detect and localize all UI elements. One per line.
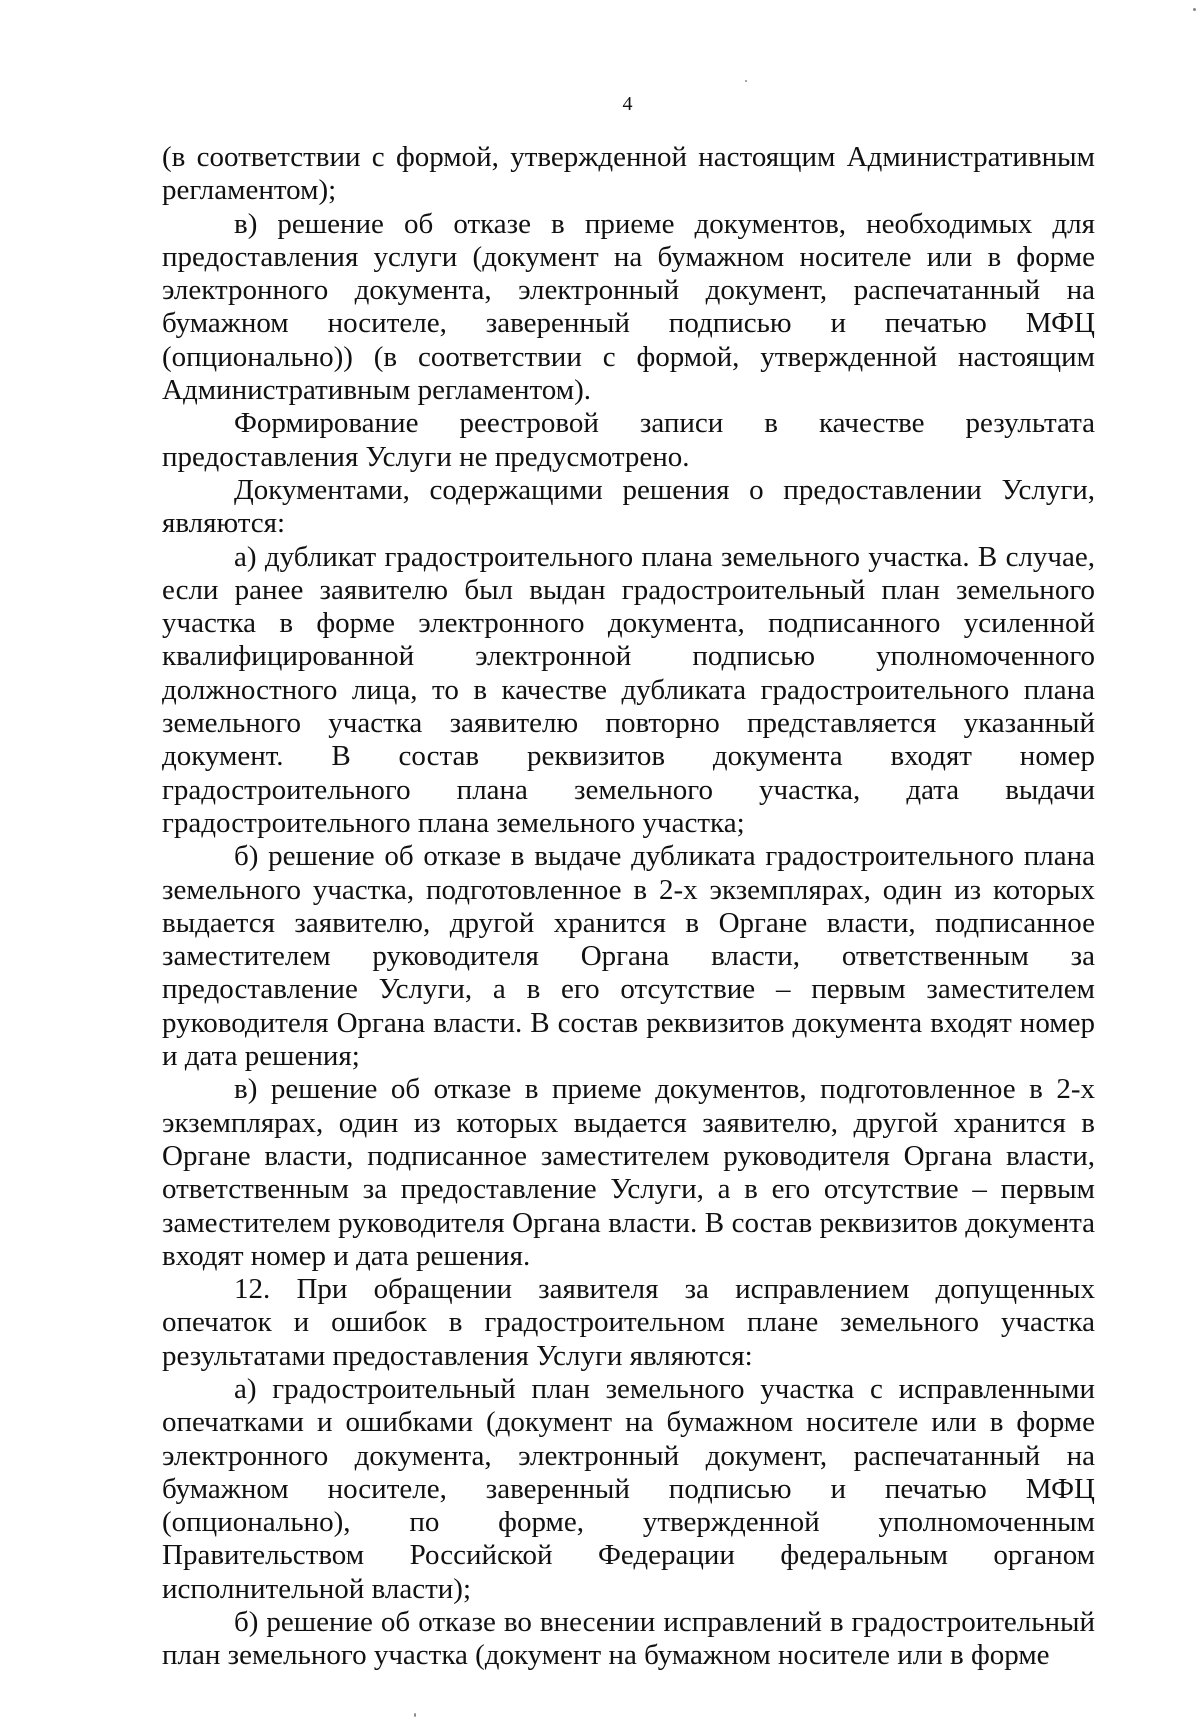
scan-speck: [414, 1713, 416, 1717]
paragraph-2: в) решение об отказе в приеме документов, необходимых для предоставления услуги (документ на бумажном носителе или в форме электронного документа, электронный документ, распечатанный на бумажном носителе, заверенный подписью и печатью МФЦ (опционально)) (в соответствии с формой, утвержденной настоящим Административным регламентом).: [162, 207, 1095, 407]
document-body: [162, 141, 1095, 1673]
paragraph-1: (в соответствии с формой, утвержденной настоящим Административным регламентом);: [162, 141, 1095, 207]
paragraph-3: Формирование реестровой записи в качестве результата предоставления Услуги не предусмотрено.: [162, 407, 1095, 473]
scan-speck: [745, 80, 747, 82]
paragraph-6: б) решение об отказе в выдаче дубликата градостроительного плана земельного участка, подготовленное в 2-х экземплярах, один из которых выдается заявителю, другой хранится в Органе власти, подписанное заместителем руководителя Органа власти, ответственным за предоставление Услуги, а в его отсутствие – первым заместителем руководителя Органа власти. В состав реквизитов документа входят номер и дата решения;: [162, 840, 1095, 1073]
page-number: 4: [622, 93, 633, 115]
paragraph-5: а) дубликат градостроительного плана земельного участка. В случае, если ранее заявителю был выдан градостроительный план земельного участка в форме электронного документа, подписанного усиленной квалифицированной электронной подписью уполномоченного должностного лица, то в качестве дубликата градостроительного плана земельного участка заявителю повторно представляется указанный документ. В состав реквизитов документа входят номер градостроительного плана земельного участка, дата выдачи градостроительного плана земельного участка;: [162, 540, 1095, 839]
paragraph-8: 12. При обращении заявителя за исправлением допущенных опечаток и ошибок в градостроительном плане земельного участка результатами предоставления Услуги являются:: [162, 1273, 1095, 1372]
paragraph-4: Документами, содержащими решения о предоставлении Услуги, являются:: [162, 473, 1095, 540]
paragraph-10: б) решение об отказе во внесении исправлений в градостроительный план земельного участка (документ на бумажном носителе или в форме: [162, 1606, 1095, 1672]
scan-speck: [1193, 8, 1196, 11]
paragraph-7: в) решение об отказе в приеме документов, подготовленное в 2-х экземплярах, один из которых выдается заявителю, другой хранится в Органе власти, подписанное заместителем руководителя Органа власти, ответственным за предоставление Услуги, а в его отсутствие – первым заместителем руководителя Органа власти. В состав реквизитов документа входят номер и дата решения.: [162, 1073, 1095, 1272]
paragraph-9: а) градостроительный план земельного участка с исправленными опечатками и ошибками (документ на бумажном носителе или в форме электронного документа, электронный документ, распечатанный на бумажном носителе, заверенный подписью и печатью МФЦ (опционально), по форме, утвержденной уполномоченным Правительством Российской Федерации федеральным органом исполнительной власти);: [162, 1372, 1095, 1605]
